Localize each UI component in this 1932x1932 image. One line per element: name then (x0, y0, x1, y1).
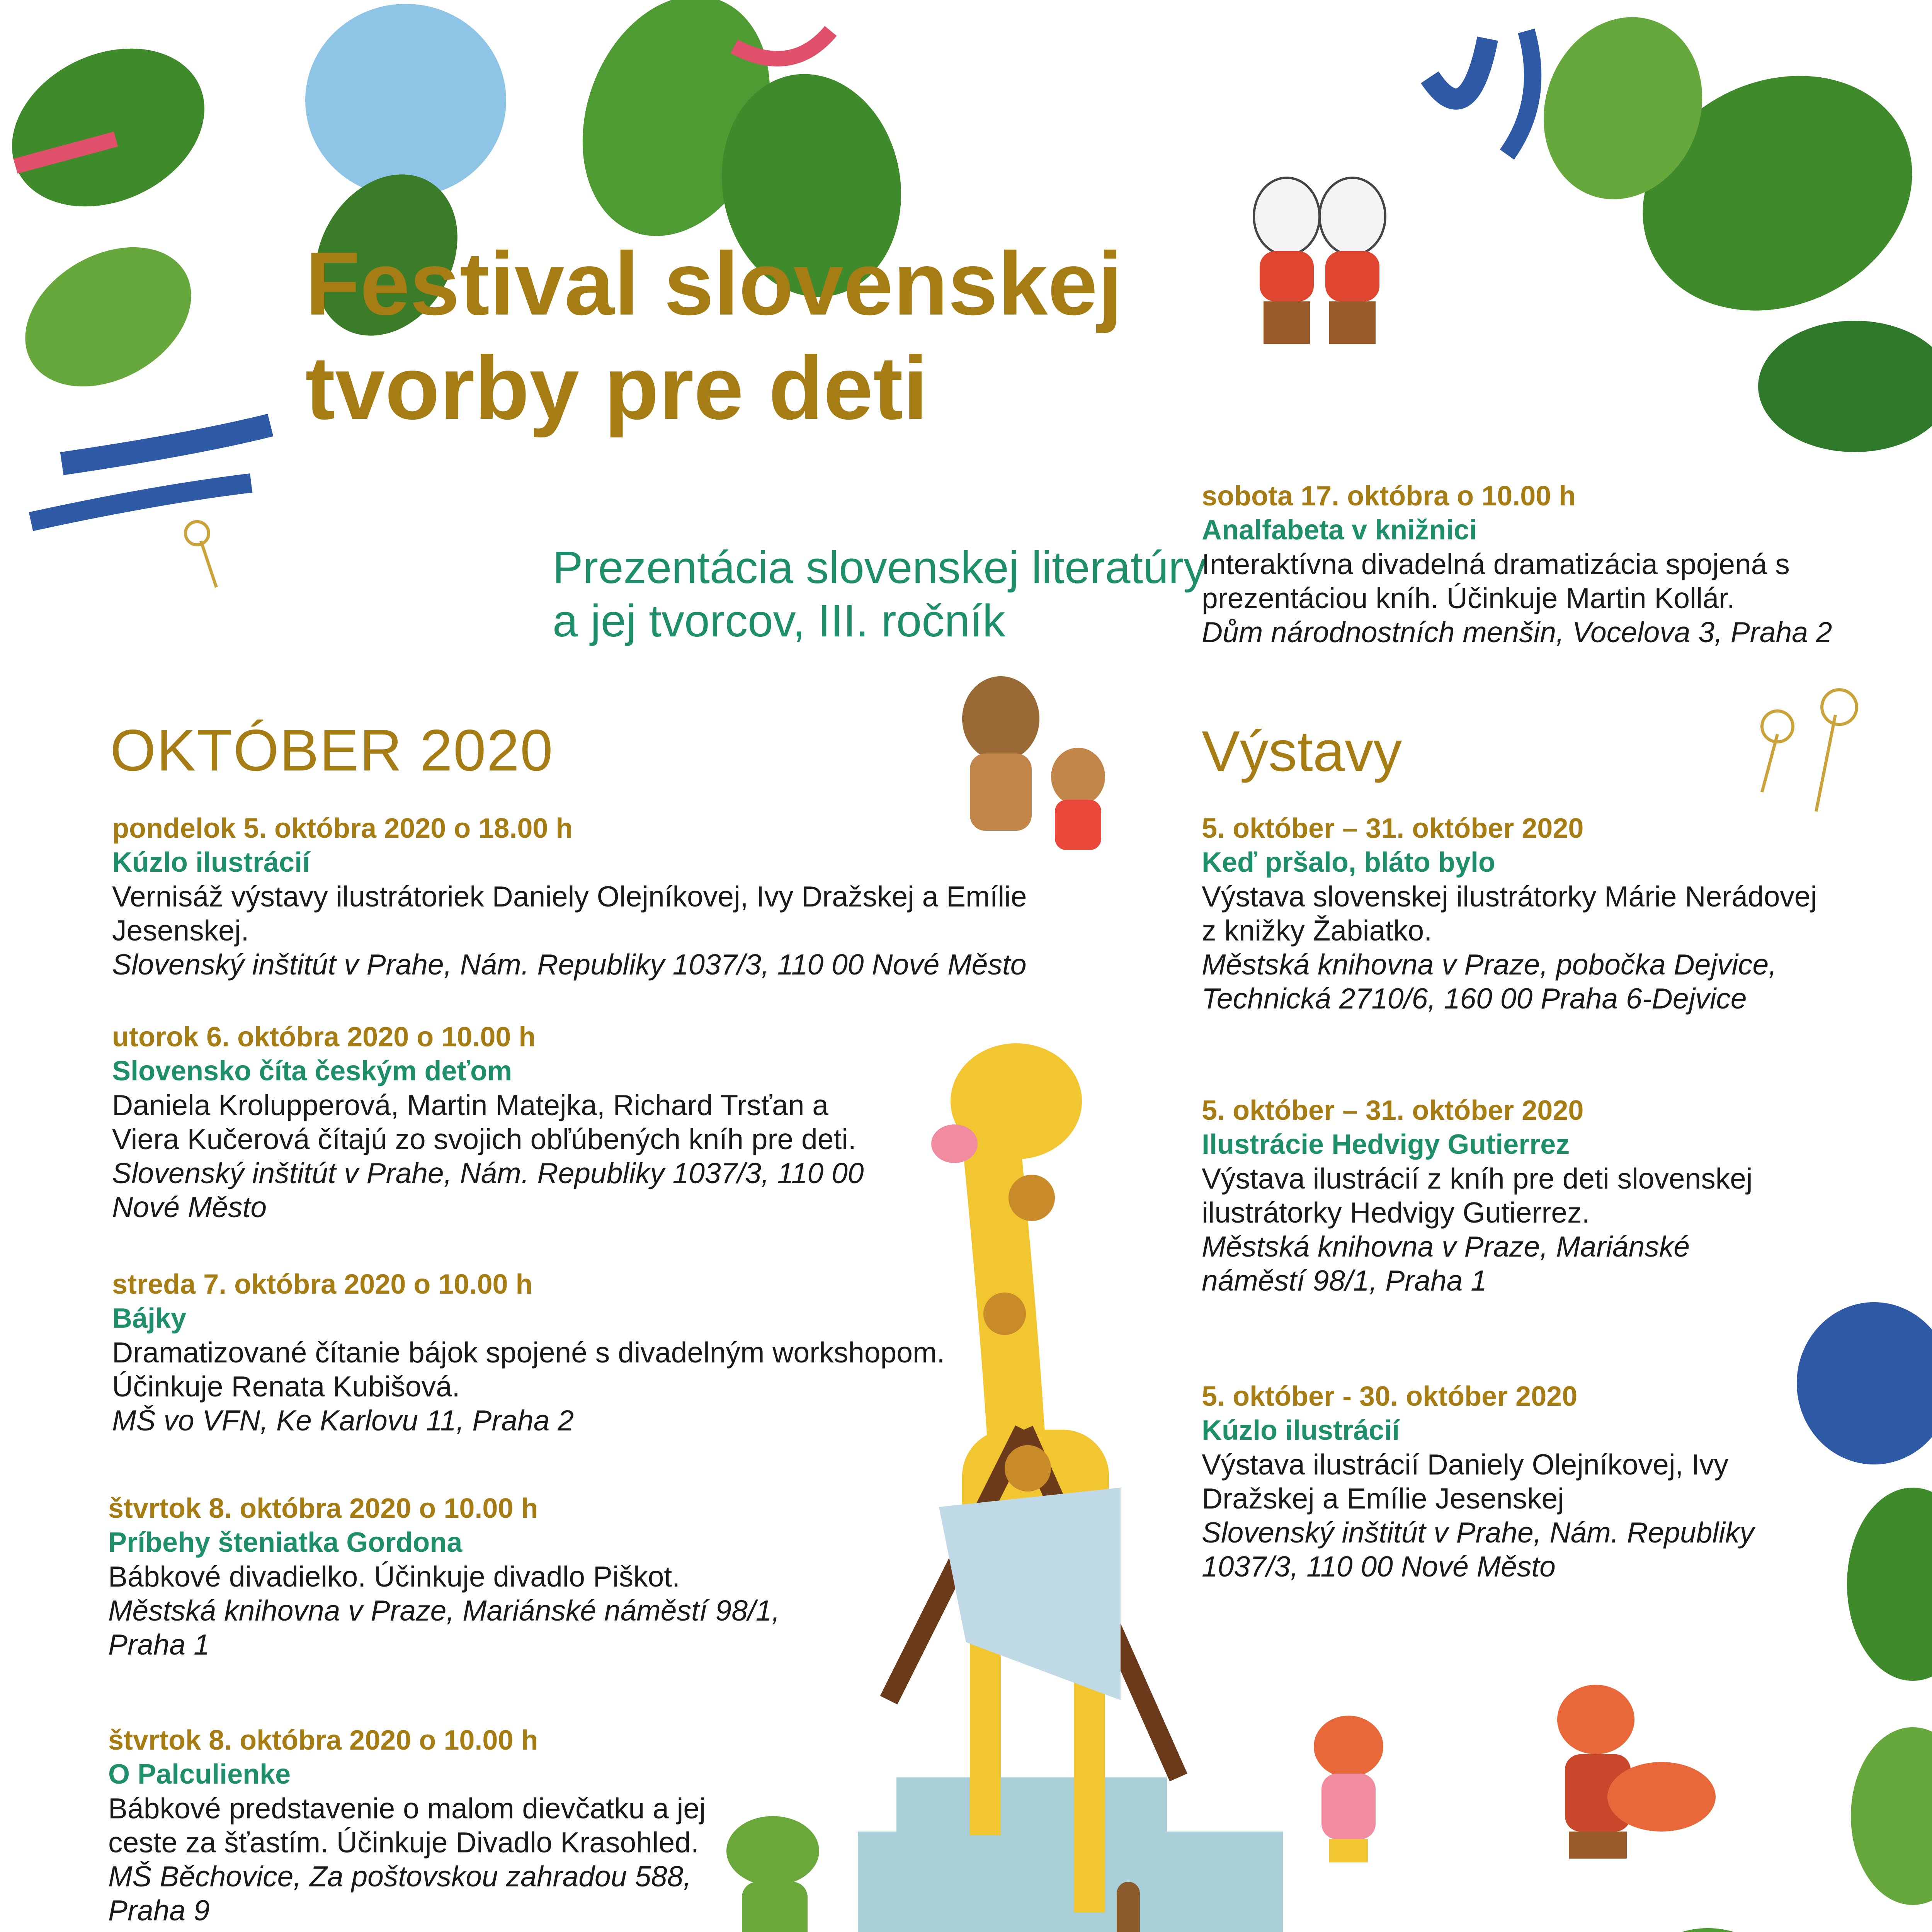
exhibition-item (1202, 1379, 1793, 1583)
event-description: Bábkové divadielko. Účinkuje divadlo Piškot. (108, 1560, 680, 1593)
foxes-illustration (1314, 1685, 1716, 1862)
event-name: Slovensko číta českým deťom (112, 1056, 512, 1087)
event-item (112, 1267, 962, 1437)
festival-subtitle: Prezentácia slovenskej literatúry a jej tvorcov, III. ročník (553, 542, 1207, 646)
event-item-saturday (1202, 479, 1878, 649)
event-date: štvrtok 8. októbra 2020 o 10.00 h (108, 1493, 538, 1524)
event-date: pondelok 5. októbra 2020 o 18.00 h (112, 813, 573, 844)
bunnies-illustration (1254, 178, 1385, 344)
event-name: Kúzlo ilustrácií (112, 847, 310, 878)
event-item (112, 1020, 885, 1224)
exhibition-date: 5. október – 31. október 2020 (1202, 1095, 1584, 1126)
event-description: Daniela Krolupperová, Martin Matejka, Richard Trsťan a Viera Kučerová čítajú zo svojich obľúbených kníh pre deti. (112, 1089, 856, 1155)
event-place: Dům národnostních menšin, Vocelova 3, Praha 2 (1202, 616, 1832, 648)
exhibition-item (1202, 1094, 1801, 1298)
event-date: sobota 17. októbra o 10.00 h (1202, 481, 1576, 512)
exhibition-place: Městská knihovna v Praze, Mariánské náměstí 98/1, Praha 1 (1202, 1230, 1690, 1297)
exhibition-description: Výstava ilustrácií z kníh pre deti slovenskej ilustrátorky Hedvigy Gutierrez. (1202, 1162, 1753, 1229)
exhibition-name: Keď pršalo, bláto bylo (1202, 847, 1495, 878)
event-date: štvrtok 8. októbra 2020 o 10.00 h (108, 1725, 538, 1756)
event-place: Slovenský inštitút v Prahe, Nám. Republiky 1037/3, 110 00 Nové Město (112, 948, 1027, 981)
event-description: Interaktívna divadelná dramatizácia spojená s prezentáciou kníh. Účinkuje Martin Kollár. (1202, 548, 1790, 614)
event-description: Dramatizované čítanie bájok spojené s divadelným workshopom. Účinkuje Renata Kubišová. (112, 1336, 945, 1403)
leaves-right-middle (1797, 1302, 1932, 1932)
event-date: utorok 6. októbra 2020 o 10.00 h (112, 1022, 536, 1053)
event-name: Príbehy šteniatka Gordona (108, 1527, 463, 1558)
event-place: Slovenský inštitút v Prahe, Nám. Republiky 1037/3, 110 00 Nové Město (112, 1157, 864, 1223)
event-name: Analfabeta v knižnici (1202, 515, 1477, 546)
month-heading: OKTÓBER 2020 (110, 718, 554, 783)
exhibition-date: 5. október - 30. október 2020 (1202, 1381, 1578, 1412)
exhibition-place: Slovenský inštitút v Prahe, Nám. Republiky 1037/3, 110 00 Nové Město (1202, 1516, 1754, 1583)
leaves-top-right (1430, 0, 1932, 452)
event-place: MŠ Běchovice, Za poštovskou zahradou 588, Praha 9 (108, 1860, 692, 1927)
event-item (108, 1492, 823, 1662)
event-description: Bábkové predstavenie o malom dievčatku a jej ceste za šťastím. Účinkuje Divadlo Krasohled. (108, 1792, 706, 1859)
exhibition-name: Ilustrácie Hedvigy Gutierrez (1202, 1129, 1570, 1160)
exhibition-description: Výstava ilustrácií Daniely Olejníkovej, Ivy Dražskej a Emílie Jesenskej (1202, 1448, 1729, 1515)
event-name: Bájky (112, 1303, 187, 1334)
exhibitions-heading: Výstavy (1202, 719, 1402, 783)
event-name: O Palculienke (108, 1759, 291, 1790)
exhibition-description: Výstava slovenskej ilustrátorky Márie Nerádovej z knižky Žabiatko. (1202, 880, 1817, 947)
exhibition-place: Městská knihovna v Praze, pobočka Dejvice, Technická 2710/6, 160 00 Praha 6-Dejvice (1202, 948, 1777, 1015)
exhibition-item (1202, 811, 1820, 1015)
event-item (112, 811, 1039, 981)
event-date: streda 7. októbra 2020 o 10.00 h (112, 1269, 533, 1300)
frogs-right-illustration (1399, 1928, 1828, 1932)
event-item (108, 1723, 711, 1927)
event-place: Městská knihovna v Praze, Mariánské náměstí 98/1, Praha 1 (108, 1594, 780, 1661)
event-description: Vernisáž výstavy ilustrátoriek Daniely Olejníkovej, Ivy Dražskej a Emílie Jesenskej. (112, 880, 1027, 947)
exhibition-date: 5. október – 31. október 2020 (1202, 813, 1584, 844)
exhibition-name: Kúzlo ilustrácií (1202, 1415, 1400, 1446)
frog-left-illustration (726, 1816, 819, 1932)
event-place: MŠ vo VFN, Ke Karlovu 11, Praha 2 (112, 1404, 574, 1437)
festival-title: Festival slovenskej tvorby pre deti (305, 234, 1122, 438)
